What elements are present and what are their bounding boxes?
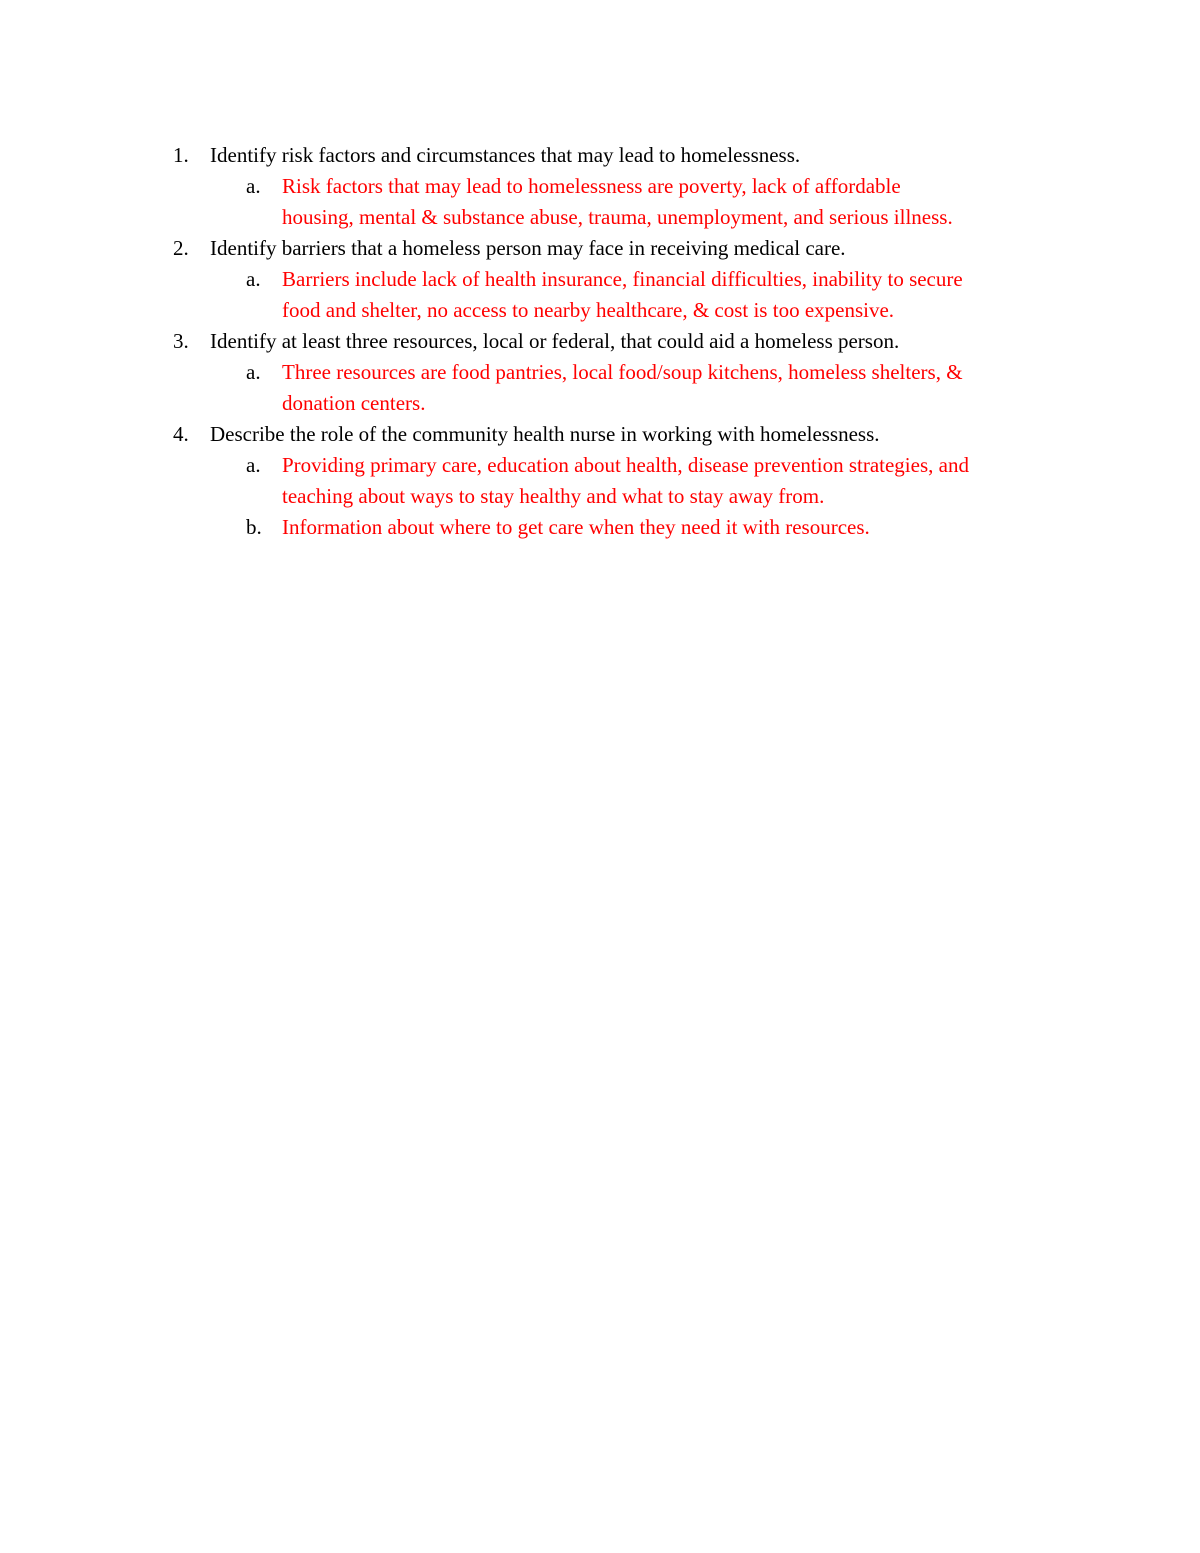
answer-letter: a. [246,360,261,384]
answer-text: Providing primary care, education about health, disease prevention strategies, and [282,453,969,477]
answer-line [0,481,1200,512]
answer-text: Three resources are food pantries, local food/soup kitchens, homeless shelters, & [282,360,963,384]
answer-text: teaching about ways to stay healthy and what to stay away from. [282,484,825,508]
answer-3a [0,357,1200,419]
question-number: 4. [173,422,189,446]
answer-text: Barriers include lack of health insurance, financial difficulties, inability to secure [282,267,963,291]
question-item-3 [0,326,1200,357]
answer-line [0,264,1200,295]
question-item-4 [0,419,1200,450]
question-number: 3. [173,329,189,353]
question-text: Identify risk factors and circumstances that may lead to homelessness. [210,143,801,167]
answer-text: housing, mental & substance abuse, trauma, unemployment, and serious illness. [282,205,953,229]
answer-text: Risk factors that may lead to homelessness are poverty, lack of affordable [282,174,901,198]
answer-letter: b. [246,515,262,539]
question-text: Identify barriers that a homeless person may face in receiving medical care. [210,236,846,260]
answer-2a [0,264,1200,326]
answer-line [0,295,1200,326]
answer-line [0,512,1200,543]
question-number: 1. [173,143,189,167]
answer-letter: a. [246,453,261,477]
answer-text: Information about where to get care when they need it with resources. [282,515,870,539]
answer-4a [0,450,1200,512]
answer-1a [0,171,1200,233]
answer-line [0,388,1200,419]
answer-4b [0,512,1200,543]
answer-letter: a. [246,267,261,291]
answer-line [0,450,1200,481]
question-list [0,140,1200,543]
question-item-1 [0,140,1200,171]
answer-line [0,357,1200,388]
answer-letter: a. [246,174,261,198]
question-item-2 [0,233,1200,264]
question-number: 2. [173,236,189,260]
answer-text: food and shelter, no access to nearby healthcare, & cost is too expensive. [282,298,895,322]
question-text: Describe the role of the community health nurse in working with homelessness. [210,422,880,446]
question-text: Identify at least three resources, local or federal, that could aid a homeless person. [210,329,900,353]
answer-text: donation centers. [282,391,426,415]
answer-line [0,171,1200,202]
answer-line [0,202,1200,233]
